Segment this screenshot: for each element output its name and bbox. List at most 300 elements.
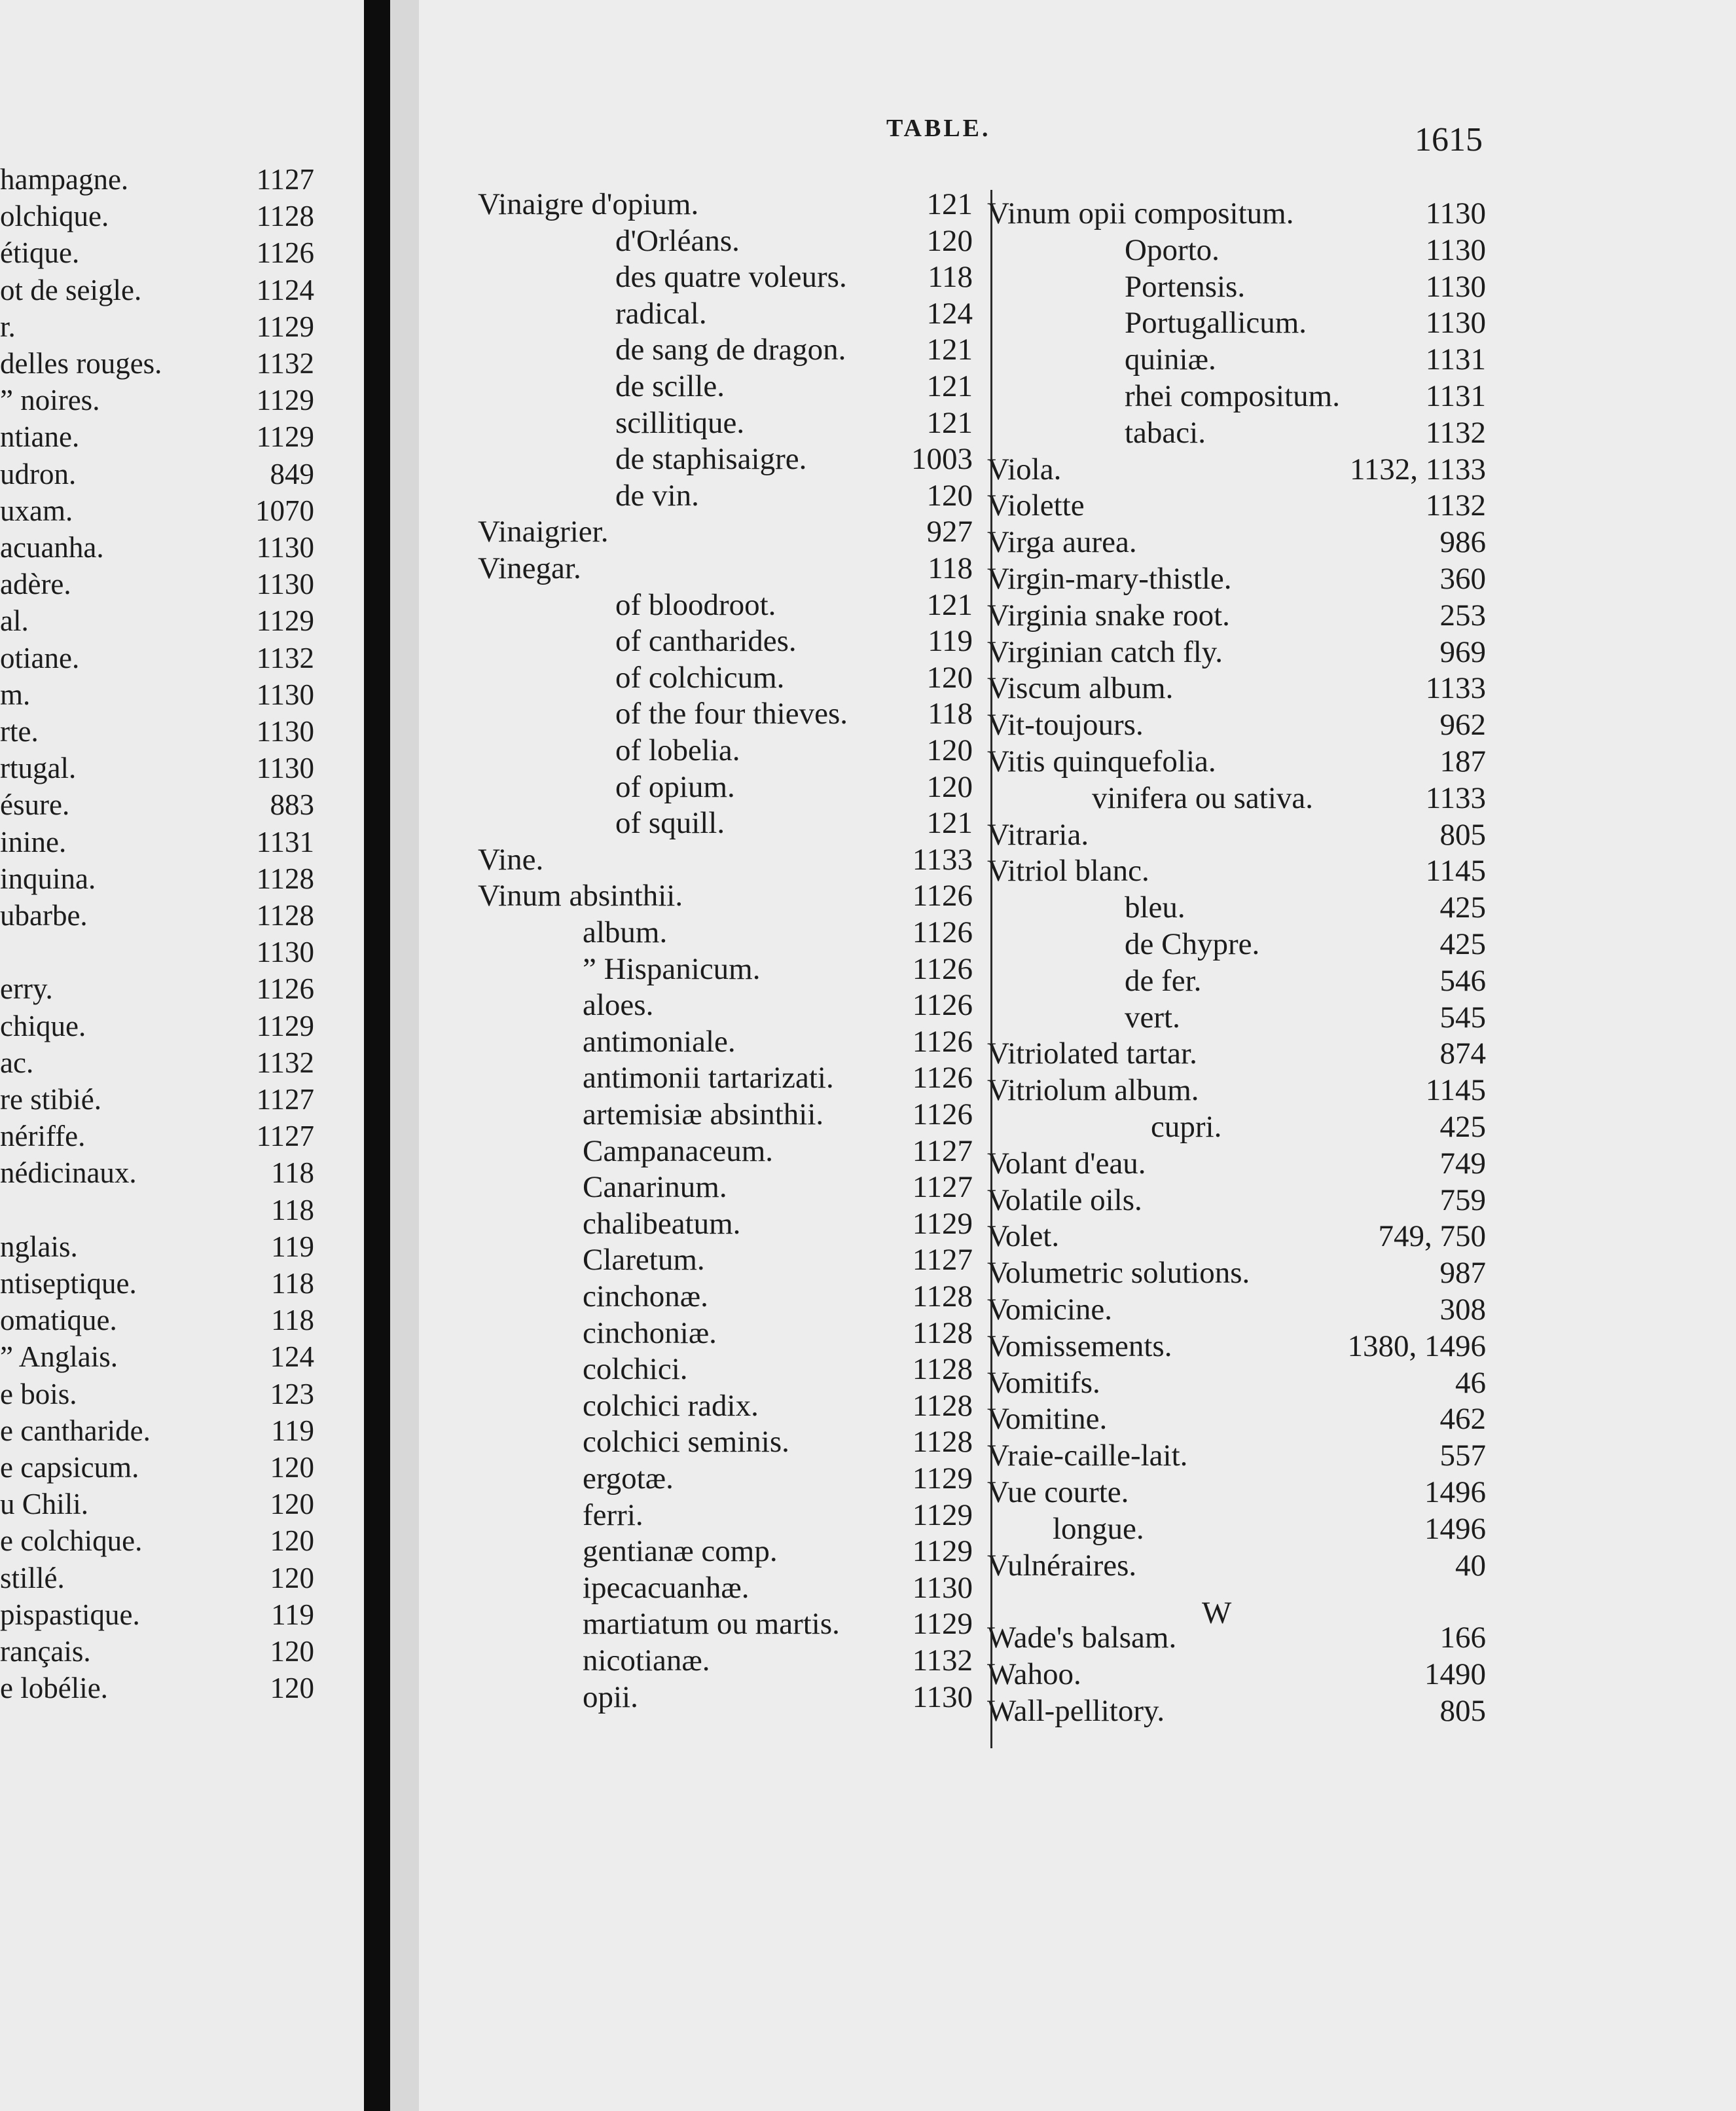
entry-page-ref: 120: [270, 1672, 314, 1705]
entry-term: e cantharide.: [0, 1414, 151, 1447]
left-page-entry: [0, 824, 314, 860]
entry-term: longue.: [1053, 1511, 1144, 1546]
entry-term: radical.: [615, 296, 707, 331]
entry-page-ref: 120: [270, 1561, 314, 1594]
entry-term: colchici radix.: [583, 1388, 759, 1423]
left-page-entry: [0, 345, 314, 382]
entry-term: bleu.: [1125, 890, 1185, 925]
index-entry: [478, 1423, 973, 1460]
entry-term: adère.: [0, 568, 71, 601]
index-entry: [987, 1656, 1486, 1693]
entry-term: opii.: [583, 1680, 638, 1714]
index-entry: [987, 1437, 1486, 1474]
left-page-entry: [0, 1376, 314, 1412]
index-entry: [987, 670, 1486, 707]
entry-page-ref: 1130: [1425, 306, 1486, 340]
entry-term: inine.: [0, 825, 67, 858]
index-entry: [478, 805, 973, 841]
entry-page-ref: 1129: [912, 1497, 973, 1532]
entry-term: Vitriolated tartar.: [987, 1037, 1197, 1071]
entry-page-ref: 1145: [1425, 854, 1486, 889]
left-page-entry: [0, 1192, 314, 1228]
entry-page-ref: 1380, 1496: [1347, 1329, 1486, 1363]
entry-term: antimoniale.: [583, 1024, 736, 1059]
entry-term: Virgin-mary-thistle.: [987, 562, 1232, 596]
entry-page-ref: 119: [271, 1414, 314, 1447]
index-entry: [987, 487, 1486, 524]
index-entry: [987, 195, 1486, 232]
entry-term: de sang de dragon.: [615, 333, 846, 367]
entry-page-ref: 120: [926, 769, 973, 804]
entry-page-ref: 1130: [912, 1680, 973, 1714]
entry-page-ref: 1126: [912, 951, 973, 986]
index-entry: [478, 1241, 973, 1278]
entry-page-ref: 1003: [911, 442, 973, 477]
entry-page-ref: 425: [1439, 927, 1486, 961]
index-entry: [987, 999, 1486, 1036]
left-page-entry: [0, 1633, 314, 1670]
entry-term: of the four thieves.: [615, 697, 848, 731]
entry-page-ref: 1127: [912, 1243, 973, 1277]
entry-page-ref: 1127: [256, 163, 314, 196]
entry-term: de fer.: [1125, 963, 1202, 998]
entry-term: delles rouges.: [0, 347, 162, 380]
entry-term: colchici seminis.: [583, 1425, 789, 1459]
left-page-entry: [0, 1670, 314, 1706]
entry-term: of colchicum.: [615, 660, 785, 695]
entry-page-ref: 121: [926, 587, 973, 622]
index-entry: [987, 378, 1486, 414]
entry-page-ref: 120: [926, 733, 973, 767]
entry-term: hampagne.: [0, 163, 129, 196]
entry-term: Vinaigre d'opium.: [478, 187, 699, 221]
entry-page-ref: 40: [1455, 1548, 1486, 1583]
left-page-entry: [0, 934, 314, 970]
index-entry: [987, 817, 1486, 853]
left-page-entry: [0, 456, 314, 492]
entry-term: rte.: [0, 715, 39, 748]
entry-term: martiatum ou martis.: [583, 1607, 840, 1642]
entry-page-ref: 1127: [912, 1133, 973, 1168]
left-page-entry: [0, 676, 314, 713]
entry-page-ref: 1133: [912, 842, 973, 877]
entry-term: olchique.: [0, 200, 109, 233]
entry-page-ref: 120: [270, 1488, 314, 1521]
left-page-entry: [0, 786, 314, 823]
left-page-entry: [0, 529, 314, 566]
left-page-entry: [0, 602, 314, 639]
entry-page-ref: 927: [926, 515, 973, 549]
left-page-entry: [0, 1302, 314, 1338]
entry-term: chalibeatum.: [583, 1206, 741, 1241]
entry-term: rhei compositum.: [1125, 379, 1340, 413]
entry-page-ref: 1129: [256, 384, 314, 417]
entry-term: Vinaigrier.: [478, 515, 609, 549]
entry-term: cupri.: [1151, 1110, 1222, 1144]
entry-page-ref: 874: [1439, 1037, 1486, 1071]
entry-term: Virginia snake root.: [987, 598, 1230, 633]
index-entry: [478, 914, 973, 951]
index-entry: [478, 1460, 973, 1497]
index-entry: [987, 304, 1486, 341]
index-entry: [987, 1547, 1486, 1584]
index-entry: [478, 1205, 973, 1242]
left-page-entry: [0, 1265, 314, 1302]
entry-page-ref: 118: [271, 1267, 314, 1300]
index-entry: [987, 341, 1486, 378]
index-entry: [478, 587, 973, 623]
entry-page-ref: 360: [1439, 562, 1486, 596]
entry-term: ” noires.: [0, 384, 100, 417]
left-page-entry: [0, 1596, 314, 1633]
entry-page-ref: 749: [1439, 1146, 1486, 1181]
entry-page-ref: 118: [928, 260, 973, 295]
entry-page-ref: 1132: [1425, 488, 1486, 523]
entry-term: ubarbe.: [0, 899, 88, 932]
index-entry: [478, 623, 973, 659]
index-entry: [478, 513, 973, 550]
index-entry: [478, 769, 973, 805]
entry-term: Vomitine.: [987, 1402, 1108, 1437]
left-page: [0, 0, 367, 2111]
entry-term: Vulnéraires.: [987, 1548, 1137, 1583]
entry-page-ref: 1130: [256, 715, 314, 748]
entry-term: pispastique.: [0, 1598, 140, 1631]
entry-term: re stibié.: [0, 1083, 101, 1116]
entry-page-ref: 1129: [256, 604, 314, 638]
entry-page-ref: 118: [271, 1156, 314, 1190]
entry-page-ref: 1128: [256, 899, 314, 932]
entry-page-ref: 120: [926, 660, 973, 695]
index-entry: [478, 1133, 973, 1169]
entry-page-ref: 46: [1455, 1365, 1486, 1400]
entry-page-ref: 1129: [256, 310, 314, 343]
index-entry: [987, 853, 1486, 889]
entry-page-ref: 805: [1439, 817, 1486, 852]
entry-term: of cantharides.: [615, 624, 797, 659]
index-entry: [478, 1351, 973, 1387]
left-page-entry: [0, 1486, 314, 1522]
entry-term: inquina.: [0, 862, 96, 895]
entry-term: Vit-toujours.: [987, 708, 1144, 743]
index-entry: [478, 186, 973, 223]
entry-term: Vitis quinquefolia.: [987, 744, 1216, 779]
entry-term: Volant d'eau.: [987, 1146, 1146, 1181]
index-entry: [987, 889, 1486, 926]
entry-page-ref: 1133: [1425, 671, 1486, 706]
entry-page-ref: 1070: [255, 494, 314, 527]
entry-term: Viscum album.: [987, 671, 1174, 706]
entry-term: r.: [0, 310, 16, 343]
index-entry: [987, 1401, 1486, 1437]
entry-term: Wade's balsam.: [987, 1621, 1177, 1655]
entry-term: Virginian catch fly.: [987, 634, 1223, 669]
entry-page-ref: 425: [1439, 1110, 1486, 1144]
entry-term: Volet.: [987, 1219, 1060, 1254]
index-entry: [478, 331, 973, 368]
entry-term: antimonii tartarizati.: [583, 1061, 834, 1095]
index-entry: [987, 1619, 1486, 1656]
entry-page-ref: 1132, 1133: [1349, 452, 1486, 486]
entry-term: Wahoo.: [987, 1657, 1081, 1692]
entry-term: Wall-pellitory.: [987, 1694, 1165, 1728]
index-entry: [987, 1035, 1486, 1072]
entry-page-ref: 462: [1439, 1402, 1486, 1437]
entry-term: d'Orléans.: [615, 223, 740, 258]
entry-term: Vomitifs.: [987, 1365, 1100, 1400]
entry-page-ref: 546: [1439, 963, 1486, 998]
entry-page-ref: 969: [1439, 634, 1486, 669]
entry-page-ref: 1130: [256, 936, 314, 969]
entry-page-ref: 1130: [256, 752, 314, 785]
entry-term: u Chili.: [0, 1488, 89, 1521]
index-entry: [478, 877, 973, 914]
entry-term: m.: [0, 678, 31, 711]
index-entry: [987, 1365, 1486, 1401]
entry-term: ergotæ.: [583, 1461, 674, 1496]
left-page-entry: [0, 161, 314, 198]
left-page-entry: [0, 272, 314, 308]
entry-term: ” Anglais.: [0, 1340, 118, 1374]
entry-page-ref: 425: [1439, 890, 1486, 925]
index-entry: [987, 1109, 1486, 1145]
entry-page-ref: 1128: [912, 1352, 973, 1387]
entry-page-ref: 1124: [256, 273, 314, 306]
index-entry: [987, 1474, 1486, 1511]
entry-term: Virga aurea.: [987, 525, 1137, 560]
entry-term: ac.: [0, 1046, 34, 1079]
entry-page-ref: 1128: [912, 1279, 973, 1313]
entry-page-ref: 962: [1439, 708, 1486, 743]
entry-page-ref: 883: [270, 788, 314, 822]
entry-page-ref: 1129: [912, 1607, 973, 1642]
entry-term: Vraie-caille-lait.: [987, 1439, 1188, 1473]
entry-page-ref: 545: [1439, 1000, 1486, 1035]
entry-page-ref: 1129: [256, 420, 314, 454]
entry-page-ref: 759: [1439, 1183, 1486, 1217]
left-page-entry: [0, 1118, 314, 1154]
index-entry: [987, 268, 1486, 305]
section-letter: W: [1202, 1596, 1232, 1630]
entry-term: ipecacuanhæ.: [583, 1570, 750, 1605]
entry-term: nériffe.: [0, 1120, 86, 1153]
entry-page-ref: 187: [1439, 744, 1486, 779]
index-entry: [987, 1291, 1486, 1328]
left-page-entry: [0, 418, 314, 455]
entry-term: de vin.: [615, 478, 699, 513]
entry-term: Vinum absinthii.: [478, 879, 683, 913]
entry-term: de staphisaigre.: [615, 442, 807, 477]
index-entry: [478, 405, 973, 441]
entry-page-ref: 118: [271, 1193, 314, 1226]
entry-page-ref: 1132: [256, 347, 314, 380]
entry-page-ref: 121: [926, 369, 973, 403]
entry-page-ref: 1132: [256, 1046, 314, 1079]
index-entry: [478, 841, 973, 878]
entry-term: ntiane.: [0, 420, 80, 454]
entry-page-ref: 1130: [1425, 269, 1486, 304]
left-page-entry: [0, 492, 314, 529]
entry-page-ref: 1126: [912, 879, 973, 913]
entry-term: scillitique.: [615, 405, 745, 440]
entry-term: stillé.: [0, 1561, 65, 1594]
entry-term: of squill.: [615, 806, 725, 841]
index-entry: [478, 951, 973, 987]
book-spine: [364, 0, 390, 2111]
index-entry: [987, 414, 1486, 451]
index-entry: [478, 550, 973, 587]
index-entry: [478, 1606, 973, 1642]
index-entry: [987, 597, 1486, 634]
entry-term: of lobelia.: [615, 733, 740, 767]
entry-term: of opium.: [615, 769, 735, 804]
index-entry: [478, 1278, 973, 1315]
index-entry: [478, 223, 973, 259]
entry-term: cinchonæ.: [583, 1279, 708, 1313]
entry-term: Vitriolum album.: [987, 1073, 1199, 1108]
entry-page-ref: 1126: [912, 1024, 973, 1059]
entry-term: Portensis.: [1125, 269, 1246, 304]
entry-term: de scille.: [615, 369, 725, 403]
index-entry: [478, 1059, 973, 1096]
entry-page-ref: 1132: [912, 1643, 973, 1678]
left-page-entry: [0, 1338, 314, 1375]
entry-term: nédicinaux.: [0, 1156, 137, 1190]
entry-page-ref: 1131: [1425, 342, 1486, 377]
index-entry: [478, 259, 973, 295]
index-entry: [478, 1387, 973, 1424]
index-entry: [987, 232, 1486, 268]
entry-page-ref: 1130: [912, 1570, 973, 1605]
entry-page-ref: 1126: [912, 915, 973, 949]
entry-term: Vine.: [478, 842, 544, 877]
entry-term: gentianæ comp.: [583, 1534, 778, 1569]
entry-term: ferri.: [583, 1497, 643, 1532]
entry-page-ref: 749, 750: [1378, 1219, 1486, 1254]
entry-term: Vitriol blanc.: [987, 854, 1149, 889]
index-entry: [478, 1096, 973, 1133]
index-entry: [478, 1169, 973, 1205]
left-page-entry: [0, 713, 314, 750]
left-page-entry: [0, 1081, 314, 1118]
index-entry: [478, 987, 973, 1023]
left-page-entry: [0, 198, 314, 234]
index-entry: [478, 1679, 973, 1716]
entry-page-ref: 1128: [912, 1425, 973, 1459]
left-page-entry: [0, 566, 314, 602]
index-entry: [478, 1023, 973, 1060]
index-entry: [987, 560, 1486, 597]
entry-page-ref: 120: [926, 478, 973, 513]
entry-page-ref: 1145: [1425, 1073, 1486, 1108]
entry-term: Violette: [987, 488, 1085, 523]
entry-term: aloes.: [583, 988, 654, 1023]
index-entry: [987, 707, 1486, 743]
index-entry: [987, 451, 1486, 488]
index-entry: [478, 1569, 973, 1606]
entry-term: artemisiæ absinthii.: [583, 1097, 824, 1131]
entry-page-ref: 123: [270, 1377, 314, 1410]
entry-term: album.: [583, 915, 668, 949]
entry-page-ref: 120: [270, 1451, 314, 1484]
entry-term: Canarinum.: [583, 1170, 727, 1205]
entry-page-ref: 1132: [256, 641, 314, 674]
left-page-entry: [0, 1412, 314, 1449]
entry-page-ref: 1130: [256, 531, 314, 564]
left-page-entry: [0, 970, 314, 1007]
entry-page-ref: 119: [928, 624, 973, 659]
entry-page-ref: 118: [271, 1304, 314, 1337]
entry-page-ref: 121: [926, 333, 973, 367]
index-entry: [987, 743, 1486, 780]
entry-page-ref: 1126: [256, 972, 314, 1006]
entry-term: Oporto.: [1125, 232, 1220, 267]
entry-page-ref: 1128: [912, 1315, 973, 1350]
left-page-entry: [0, 1154, 314, 1191]
index-entry: [987, 524, 1486, 560]
entry-term: vert.: [1125, 1000, 1180, 1035]
entry-term: e bois.: [0, 1377, 77, 1410]
left-page-entry: [0, 750, 314, 786]
index-entry: [987, 634, 1486, 670]
left-page-entry: [0, 860, 314, 897]
entry-page-ref: 1128: [256, 862, 314, 895]
index-entry: [478, 1497, 973, 1533]
entry-term: nicotianæ.: [583, 1643, 710, 1678]
entry-page-ref: 118: [928, 551, 973, 585]
left-page-entry: [0, 234, 314, 271]
entry-page-ref: 1126: [256, 236, 314, 270]
entry-term: chique.: [0, 1009, 86, 1042]
index-entry: [478, 659, 973, 696]
left-page-entry: [0, 1560, 314, 1596]
index-entry: [987, 1693, 1486, 1729]
entry-term: de Chypre.: [1125, 927, 1260, 961]
entry-page-ref: 1132: [1425, 415, 1486, 450]
entry-term: Vomissements.: [987, 1329, 1172, 1363]
entry-page-ref: 121: [926, 187, 973, 221]
entry-term: des quatre voleurs.: [615, 260, 847, 295]
entry-page-ref: 120: [270, 1635, 314, 1668]
entry-term: acuanha.: [0, 531, 104, 564]
entry-page-ref: 1496: [1424, 1475, 1486, 1509]
entry-term: ” Hispanicum.: [583, 951, 761, 986]
entry-term: Vinum opii compositum.: [987, 196, 1294, 230]
left-page-entry: [0, 640, 314, 676]
index-entry: [987, 1182, 1486, 1219]
entry-term: udron.: [0, 457, 77, 490]
entry-term: Campanaceum.: [583, 1133, 774, 1168]
entry-page-ref: 1127: [912, 1170, 973, 1205]
entry-page-ref: 1127: [256, 1083, 314, 1116]
entry-page-ref: 1129: [912, 1206, 973, 1241]
entry-term: quiniæ.: [1125, 342, 1216, 377]
page-number: 1615: [1415, 121, 1483, 158]
entry-term: tabaci.: [1125, 415, 1206, 450]
entry-page-ref: 1131: [256, 825, 314, 858]
index-entry: [987, 1145, 1486, 1182]
entry-page-ref: 119: [271, 1598, 314, 1631]
entry-page-ref: 1128: [256, 200, 314, 233]
entry-page-ref: 1496: [1424, 1511, 1486, 1546]
index-entry: [987, 1328, 1486, 1365]
entry-page-ref: 120: [270, 1524, 314, 1558]
entry-term: erry.: [0, 972, 53, 1006]
entry-term: e capsicum.: [0, 1451, 139, 1484]
entry-term: nglais.: [0, 1230, 78, 1263]
entry-term: Portugallicum.: [1125, 306, 1307, 340]
entry-page-ref: 1127: [256, 1120, 314, 1153]
